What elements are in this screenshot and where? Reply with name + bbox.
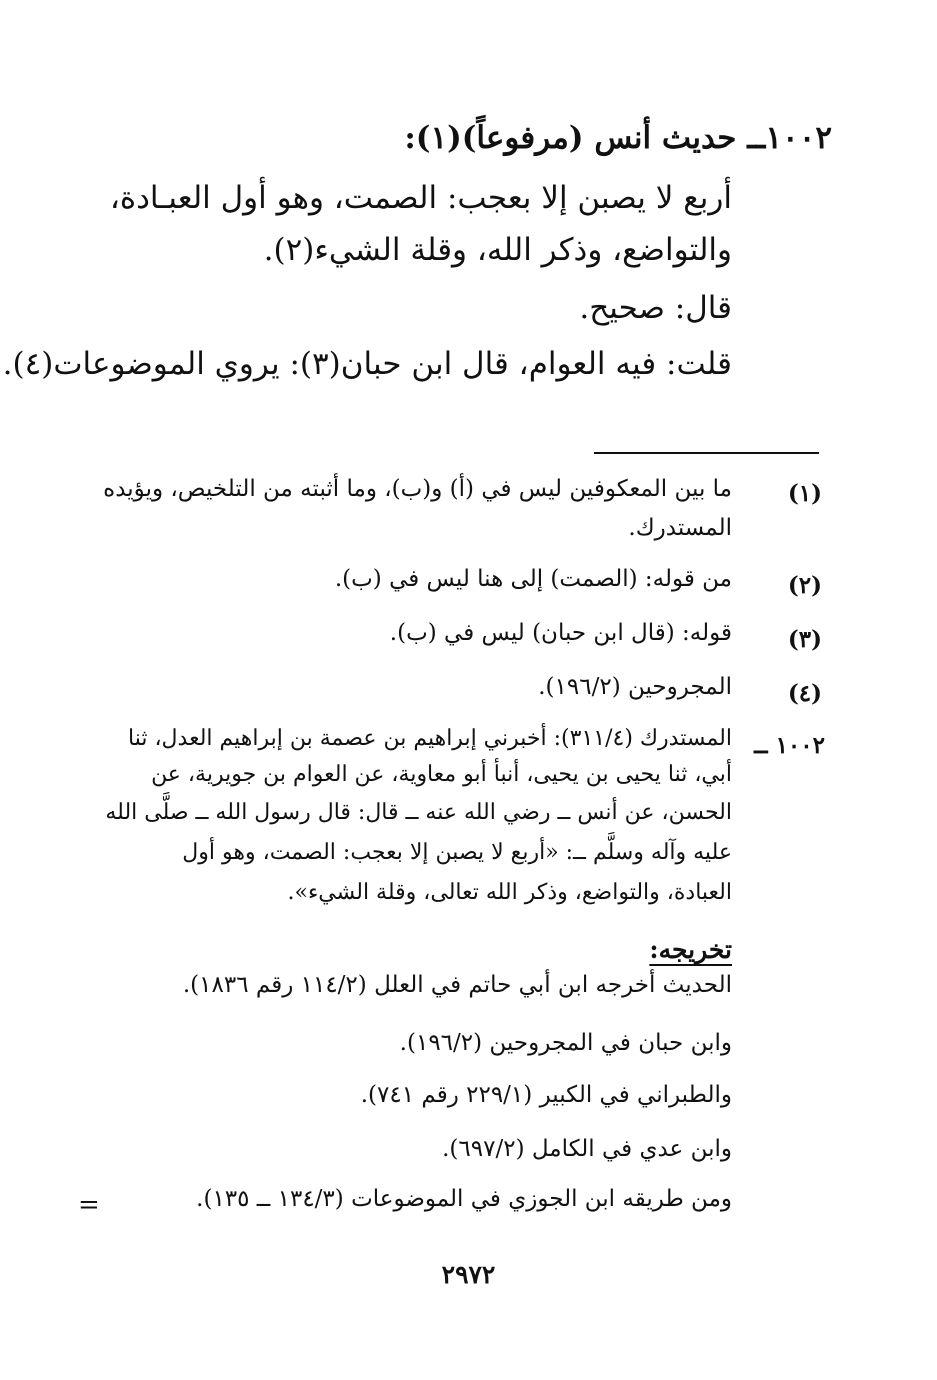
footnote-number-4: (٤): [787, 680, 822, 707]
footnote-text-1-line-1: ما بين المعكوفين ليس في (أ) و(ب)، وما أثبته من التلخيص، ويؤيده: [103, 476, 732, 502]
hadith-text-line-1: أربع لا يصبن إلا بعجب: الصمت، وهو أول العبـادة،: [109, 180, 732, 216]
footnote-number-1: (١): [787, 480, 822, 507]
footnote-text-4: المجروحين (١٩٦/٢).: [538, 674, 732, 700]
footnote-number-3: (٣): [787, 626, 822, 653]
source-text-line-2: أبي، ثنا يحيى بن يحيى، أنبأ أبو معاوية، عن العوام بن جويرية، عن: [151, 762, 732, 787]
source-text-line-5: العبادة، والتواضع، وذكر الله تعالى، وقلة الشيء».: [287, 880, 732, 905]
takhrij-line-1: الحديث أخرجه ابن أبي حاتم في العلل (١١٤/٢ رقم ١٨٣٦).: [182, 972, 732, 998]
footnote-separator: [594, 452, 819, 454]
comment-line: قلت: فيه العوام، قال ابن حبان(٣): يروي الموضوعات(٤).: [2, 346, 732, 382]
hadith-text-line-2: والتواضع، وذكر الله، وقلة الشيء(٢).: [263, 232, 732, 268]
takhrij-line-4: وابن عدي في الكامل (٦٩٧/٢).: [442, 1136, 732, 1162]
takhrij-heading: تخريجه:: [649, 935, 732, 964]
takhrij-line-3: والطبراني في الكبير (٢٢٩/١ رقم ٧٤١).: [360, 1082, 732, 1108]
takhrij-line-2: وابن حبان في المجروحين (١٩٦/٢).: [399, 1030, 732, 1056]
continuation-mark: =: [78, 1190, 100, 1220]
hadith-heading: ١٠٠٢ــ حديث أنس (مرفوعاً)(١):: [404, 120, 832, 156]
source-text-line-3: الحسن، عن أنس ــ رضي الله عنه ــ قال: قال رسول الله ــ صلَّى الله: [105, 800, 732, 825]
source-text-line-1: المستدرك (٣١١/٤): أخبرني إبراهيم بن عصمة بن إبراهيم العدل، ثنا: [128, 726, 732, 751]
source-text-line-4: عليه وآله وسلَّم ــ: «أربع لا يصبن إلا بعجب: الصمت، وهو أول: [182, 840, 732, 865]
footnote-text-3: قوله: (قال ابن حبان) ليس في (ب).: [389, 620, 732, 646]
source-number: ١٠٠٢ ــ: [754, 732, 825, 759]
footnote-text-2: من قوله: (الصمت) إلى هنا ليس في (ب).: [334, 566, 732, 592]
footnote-number-2: (٢): [787, 572, 822, 599]
page-number: ٢٩٧٢: [441, 1260, 496, 1289]
verdict-line: قال: صحيح.: [579, 290, 732, 326]
takhrij-line-5: ومن طريقه ابن الجوزي في الموضوعات (١٣٤/٣ ــ ١٣٥).: [196, 1186, 732, 1212]
footnote-text-1-line-2: المستدرك.: [628, 515, 732, 541]
